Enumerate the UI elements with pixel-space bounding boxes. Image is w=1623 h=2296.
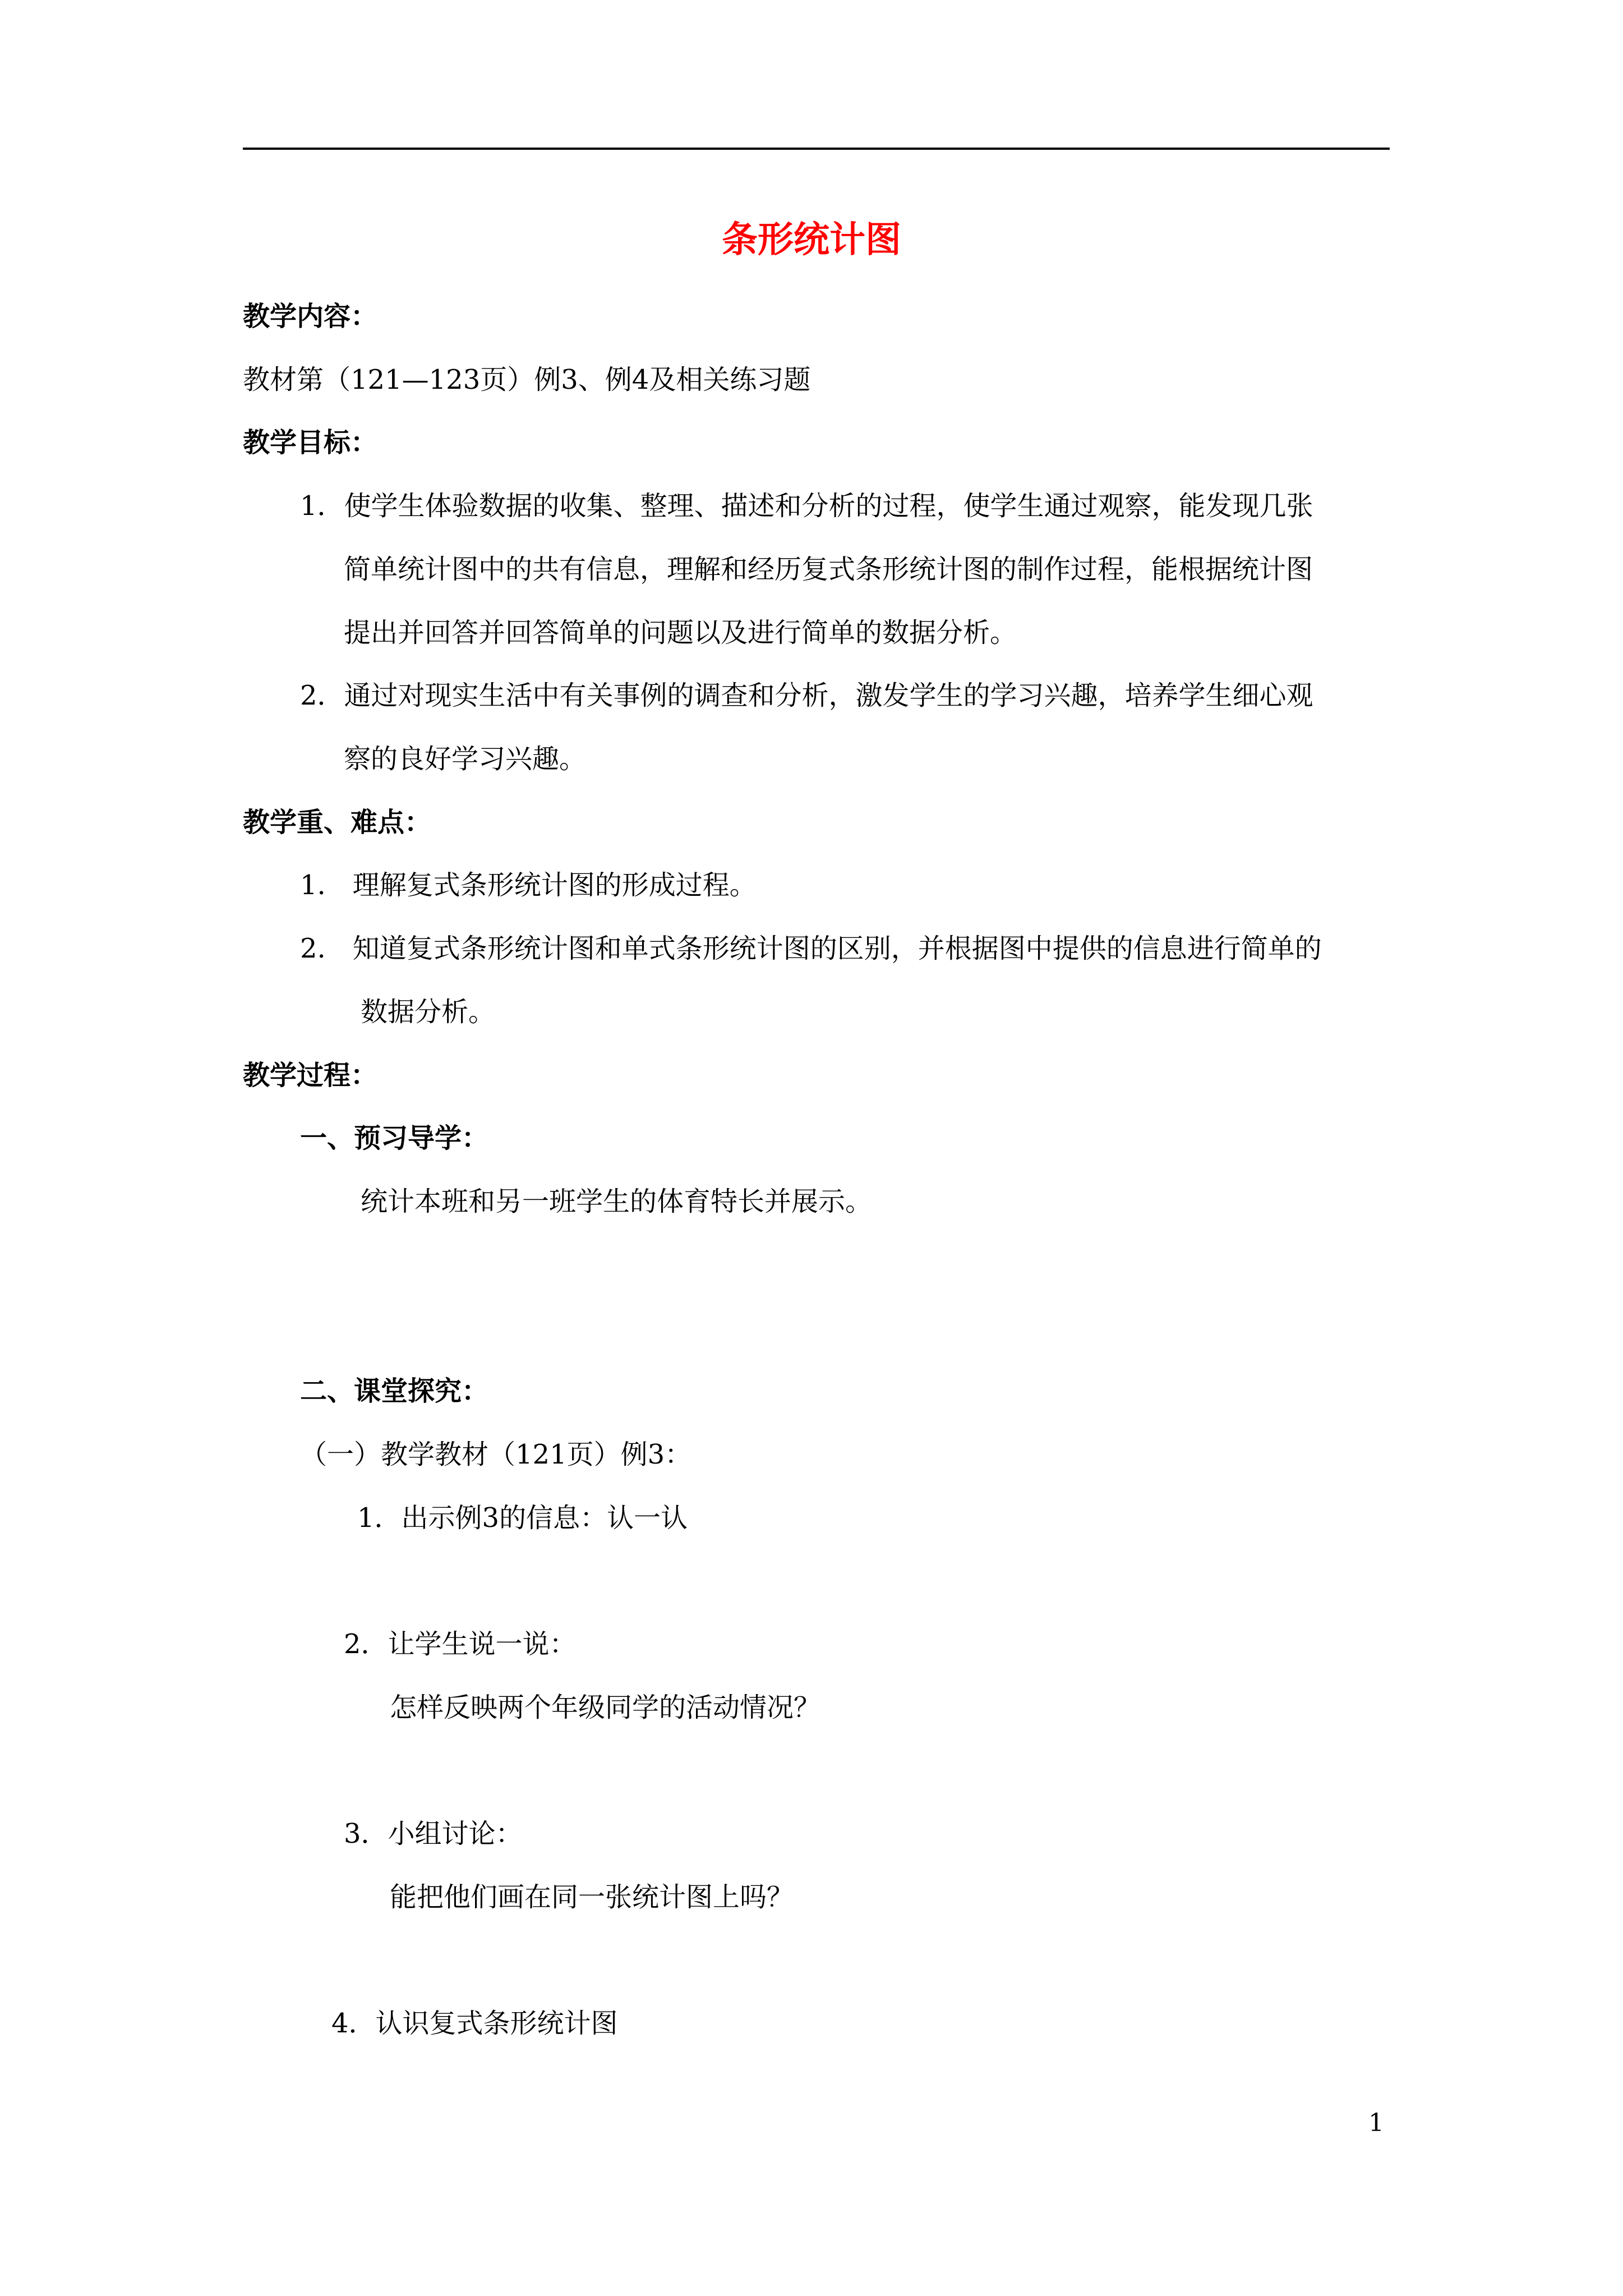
preview-text: 统计本班和另一班学生的体育特长并展示。 bbox=[361, 1186, 873, 1217]
objective-1-line-2: 简单统计图中的共有信息，理解和经历复式条形统计图的制作过程，能根据统计图 bbox=[344, 554, 1313, 585]
keypoint-2-line-2: 数据分析。 bbox=[361, 996, 496, 1028]
content-text: 教材第（121—123页）例3、例4及相关练习题 bbox=[243, 364, 811, 395]
inquiry-heading: 二、课堂探究： bbox=[300, 1375, 489, 1407]
step-1: 1．出示例3的信息：认一认 bbox=[357, 1502, 688, 1534]
step-2-text: 怎样反映两个年级同学的活动情况？ bbox=[390, 1692, 821, 1723]
preview-heading: 一、预习导学： bbox=[300, 1122, 489, 1154]
step-2: 2．让学生说一说： bbox=[344, 1628, 577, 1660]
inquiry-subsection-1: （一）教学教材（121页）例3： bbox=[300, 1439, 692, 1470]
content-heading: 教学内容： bbox=[243, 301, 378, 332]
objective-1-line-1: 1．使学生体验数据的收集、整理、描述和分析的过程，使学生通过观察，能发现几张 bbox=[300, 490, 1313, 522]
step-3-text: 能把他们画在同一张统计图上吗？ bbox=[390, 1881, 794, 1913]
objective-2-line-1: 2．通过对现实生活中有关事例的调查和分析，激发学生的学习兴趣，培养学生细心观 bbox=[300, 680, 1313, 711]
page-number: 1 bbox=[1368, 2109, 1384, 2137]
step-3: 3．小组讨论： bbox=[344, 1818, 523, 1849]
page-title: 条形统计图 bbox=[722, 219, 901, 261]
objective-1-line-3: 提出并回答并回答简单的问题以及进行简单的数据分析。 bbox=[344, 617, 1017, 648]
step-4: 4．认识复式条形统计图 bbox=[331, 2008, 618, 2039]
process-heading: 教学过程： bbox=[243, 1060, 378, 1091]
objectives-heading: 教学目标： bbox=[243, 427, 378, 458]
keypoint-1: 1. 理解复式条形统计图的形成过程。 bbox=[300, 869, 757, 901]
keypoints-heading: 教学重、难点： bbox=[243, 807, 432, 838]
keypoint-2-line-1: 2. 知道复式条形统计图和单式条形统计图的区别，并根据图中提供的信息进行简单的 bbox=[300, 933, 1322, 964]
header-rule bbox=[243, 148, 1390, 150]
objective-2-line-2: 察的良好学习兴趣。 bbox=[344, 743, 587, 775]
